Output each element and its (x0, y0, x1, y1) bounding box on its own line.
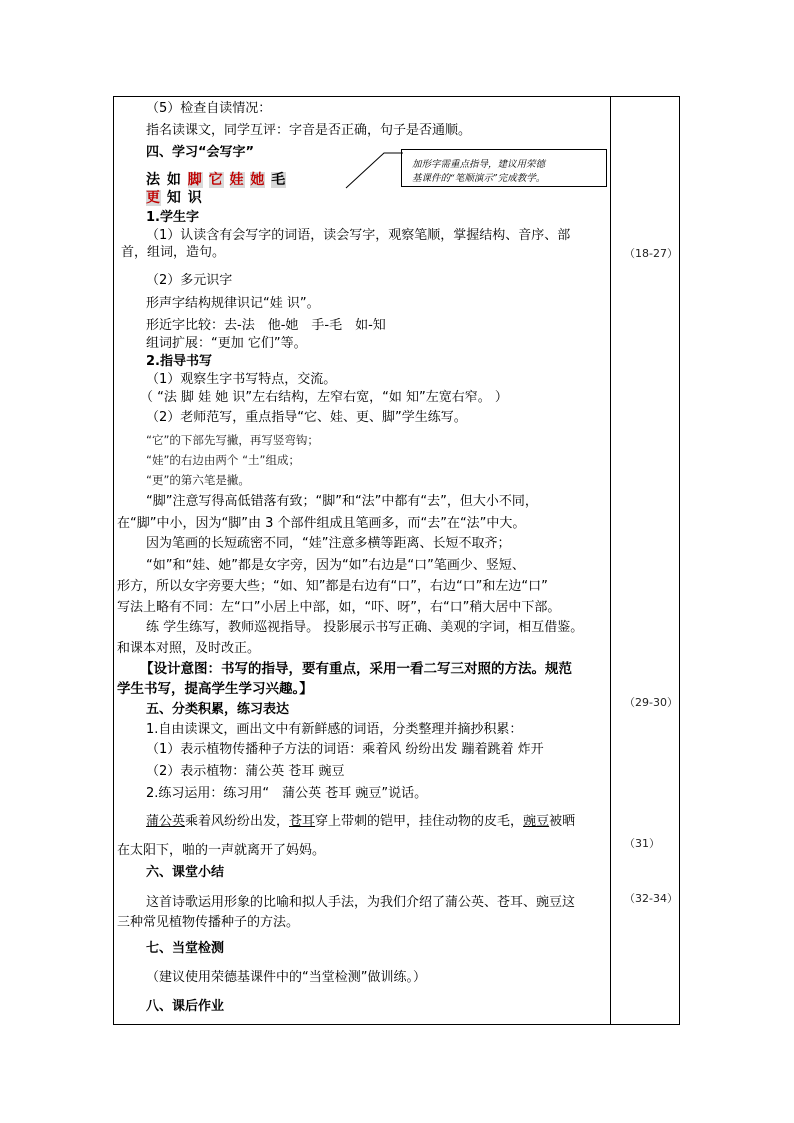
char: 毛 (271, 172, 287, 188)
time-note: （32-34） (624, 892, 678, 905)
char-highlight: 它 (208, 172, 224, 188)
underlined-word: 豌豆 (523, 814, 550, 829)
paragraph-line: 这首诗歌运用形象的比喻和拟人手法，为我们介绍了蒲公英、苍耳、豌豆这 (146, 895, 576, 910)
paragraph-line: 和课本对照，及时改正。 (117, 641, 261, 656)
char: 法 (146, 172, 161, 188)
paragraph-line: 形近字比较：去-法 他-她 手-毛 如-知 (146, 318, 386, 333)
time-note: （31） (624, 837, 660, 850)
design-intent-line: 【设计意图：书写的指导，要有重点，采用一看二写三对照的方法。规范 (140, 661, 572, 677)
char: 识 (187, 190, 203, 206)
time-note: （29-30） (624, 696, 678, 709)
section-6-heading: 六、课堂小结 (146, 865, 225, 880)
paragraph-line: “脚”注意写得高低错落有致；“脚”和“法”中都有“去”，但大小不同， (146, 494, 538, 509)
writing-chars-row2 (146, 190, 203, 206)
section-8-heading: 八、课后作业 (146, 999, 225, 1014)
paragraph-line: （1）认读含有会写字的词语，读会写字，观察笔顺，掌握结构、音序、部 (146, 228, 571, 243)
char: 知 (166, 190, 182, 206)
example-sentence: 蒲公英乘着风纷纷出发，苍耳穿上带刺的铠甲，挂住动物的皮毛，豌豆被晒 (146, 814, 576, 829)
writing-chars-row1 (146, 172, 286, 188)
char: 如 (166, 172, 182, 188)
section-7-heading: 七、当堂检测 (146, 941, 225, 956)
paragraph-line: 组词扩展：“更加 它们”等。 (146, 336, 307, 351)
paragraph-line: （2）表示植物：蒲公英 苍耳 豌豆 (146, 764, 345, 779)
subheading-guide-writing: 2.指导书写 (146, 354, 212, 369)
paragraph-line: 形方，所以女字旁要大些；“如、知”都是右边有“口”，右边“口”和左边“口” (117, 579, 548, 594)
paragraph-line: 因为笔画的长短疏密不同，“娃”注意多横等距离、长短不取齐； (146, 536, 511, 551)
callout-text-line2: 基课件的“笔顺演示”完成教学。 (412, 173, 546, 184)
paragraph-line: 2.练习运用：练习用“ 蒲公英 苍耳 豌豆”说话。 (146, 786, 428, 801)
paragraph-line: 三种常见植物传播种子的方法。 (117, 915, 300, 930)
paragraph-line: “更”的第六笔是撇。 (146, 473, 250, 487)
time-note: （18-27） (624, 247, 678, 260)
teaching-tip-callout (401, 149, 607, 187)
paragraph-line: （2）多元识字 (146, 273, 233, 288)
char-highlight: 她 (250, 172, 266, 188)
paragraph-line: （建议使用荣德基课件中的“当堂检测”做训练。） (146, 970, 426, 985)
callout-text-line1: 加形字需重点指导，建议用荣德 (412, 159, 546, 170)
paragraph-line: （1）观察生字书写特点，交流。 (146, 372, 337, 387)
paragraph-line: 练 学生练写，教师巡视指导。 投影展示书写正确、美观的字词，相互借鉴。 (146, 620, 584, 635)
paragraph-line: 1.自由读课文，画出文中有新鲜感的词语，分类整理并摘抄积累： (146, 722, 523, 737)
paragraph-line: 首，组词，造句。 (121, 245, 226, 260)
reading-evaluation: 指名读课文，同学互评：字音是否正确，句子是否通顺。 (146, 123, 472, 138)
paragraph-line: 在“脚”中小，因为“脚”由 3 个部件组成且笔画多，而“去”在“法”中大。 (117, 516, 526, 531)
time-column-divider (610, 96, 611, 1025)
step-check-reading: （5）检查自读情况： (146, 101, 272, 116)
paragraph-line: （1）表示植物传播种子方法的词语：乘着风 纷纷出发 蹦着跳着 炸开 (146, 742, 544, 757)
paragraph-line: 写法上略有不同：左“口”小居上中部，如，“吓、呀”，右“口”稍大居中下部。 (117, 600, 561, 615)
design-intent-line: 学生书写，提高学生学习兴趣。】 (117, 681, 313, 697)
callout-leader-line (340, 150, 404, 192)
paragraph-line: （ “法 脚 娃 她 识”左右结构，左窄右宽，“如 知”左宽右窄。 ） (140, 390, 508, 405)
paragraph-line: （2）老师范写，重点指导“它、娃、更、脚”学生练写。 (146, 410, 467, 425)
char-highlight: 脚 (187, 172, 203, 188)
paragraph-line: “如”和“娃、她”都是女字旁，因为“如”右边是“口”笔画少、竖短、 (146, 558, 525, 573)
paragraph-line: “它”的下部先写撇，再写竖弯钩； (146, 433, 319, 447)
paragraph-line: “娃”的右边由两个 “土”组成； (146, 453, 300, 467)
underlined-word: 苍耳 (289, 814, 316, 829)
subheading-learn-chars: 1.学生字 (146, 210, 199, 225)
paragraph-line: 形声字结构规律识记“娃 识”。 (146, 296, 320, 311)
section-4-heading: 四、学习“会写字” (146, 145, 255, 160)
section-5-heading: 五、分类积累，练习表达 (146, 702, 290, 717)
char-highlight: 娃 (229, 172, 245, 188)
char-highlight: 更 (146, 190, 161, 206)
paragraph-line: 在太阳下，啪的一声就离开了妈妈。 (117, 843, 326, 858)
underlined-word: 蒲公英 (146, 814, 186, 829)
